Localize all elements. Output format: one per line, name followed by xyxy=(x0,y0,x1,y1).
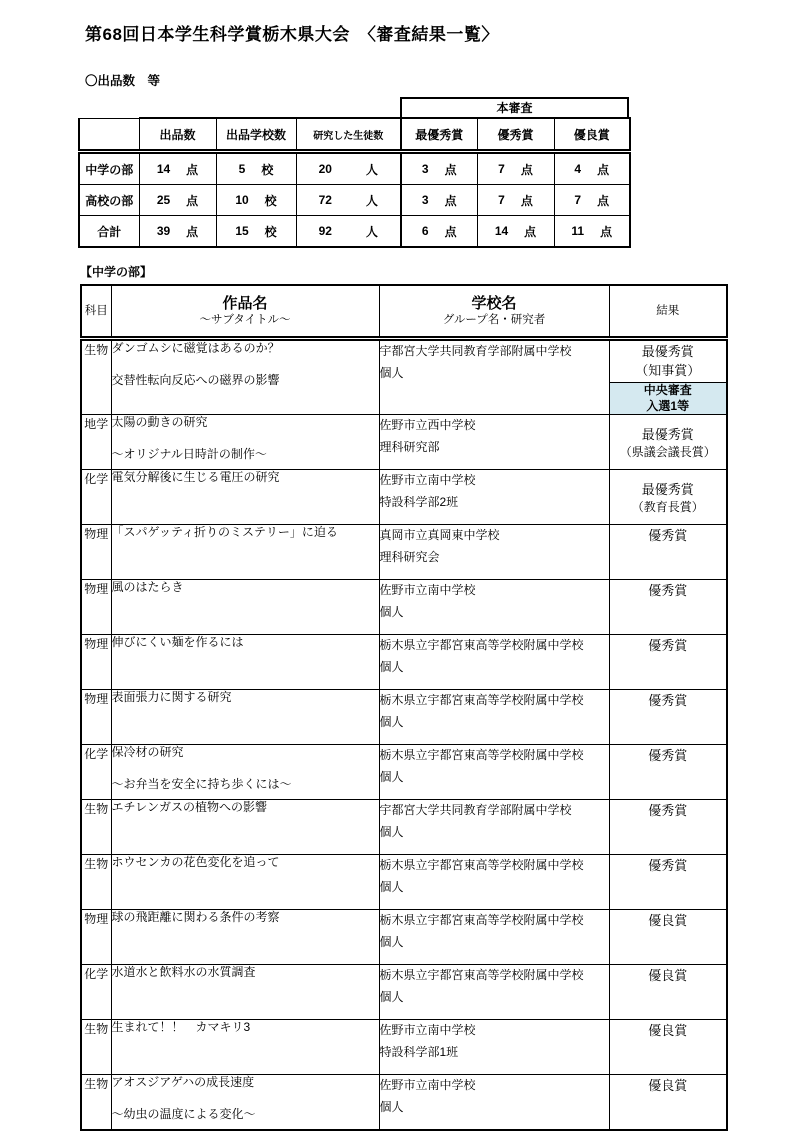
award-name: 最優秀賞 xyxy=(641,482,694,498)
work-cell xyxy=(111,525,379,580)
summary-number: 3 xyxy=(421,193,429,207)
section-label-junior-high: 【中学の部】 xyxy=(80,265,153,279)
summary-number: 7 xyxy=(498,162,505,176)
award-name: 優良賞 xyxy=(648,1078,688,1094)
work-title: ホウセンカの花色変化を追って xyxy=(111,855,280,870)
header-school-subtitle: グループ名・研究者 xyxy=(442,313,546,326)
summary-value-cell xyxy=(401,216,477,248)
summary-number: 15 xyxy=(235,224,249,238)
header-work xyxy=(111,285,379,339)
school-cell xyxy=(379,690,609,745)
school-cell xyxy=(379,470,609,525)
school-name: 栃木県立宇都宮東高等学校附属中学校 xyxy=(379,748,584,763)
summary-number: 7 xyxy=(498,193,505,207)
school-name: 佐野市立南中学校 xyxy=(379,1078,476,1093)
summary-number: 25 xyxy=(156,193,171,207)
result-cell xyxy=(609,690,727,745)
work-cell xyxy=(111,415,379,470)
result-row xyxy=(81,415,727,470)
school-group: 個人 xyxy=(379,769,404,784)
summary-unit: 点 xyxy=(520,162,533,177)
work-cell xyxy=(111,1075,379,1130)
work-cell xyxy=(111,470,379,525)
award-name: 優秀賞 xyxy=(648,693,688,709)
summary-number: 39 xyxy=(156,224,171,238)
summary-unit: 校 xyxy=(264,193,277,208)
summary-value-cell xyxy=(139,185,216,216)
school-cell xyxy=(379,965,609,1020)
summary-value-cell xyxy=(477,216,554,248)
summary-row xyxy=(79,185,630,216)
school-name: 佐野市立南中学校 xyxy=(379,473,476,488)
summary-value xyxy=(402,192,477,209)
central-review-line: 入選1等 xyxy=(646,398,690,413)
summary-number: 20 xyxy=(318,162,332,176)
summary-col-header: 優良賞 xyxy=(554,118,630,152)
result-cell xyxy=(609,1075,727,1130)
school-group: 個人 xyxy=(379,714,404,729)
school-cell xyxy=(379,525,609,580)
summary-value xyxy=(140,161,216,178)
summary-value-cell xyxy=(296,185,401,216)
summary-number: 11 xyxy=(571,224,585,238)
result-cell xyxy=(609,1020,727,1075)
summary-unit: 校 xyxy=(264,224,277,239)
school-cell xyxy=(379,855,609,910)
summary-value xyxy=(478,161,554,178)
summary-unit: 校 xyxy=(261,162,274,177)
summary-value-cell xyxy=(554,152,630,185)
subject-cell: 物理 xyxy=(81,690,111,745)
summary-row-label: 中学の部 xyxy=(79,152,139,185)
work-title: アオスジアゲハの成長速度 xyxy=(111,1075,255,1090)
school-group: 個人 xyxy=(379,934,404,949)
result-cell xyxy=(609,525,727,580)
summary-unit: 点 xyxy=(597,162,610,177)
award-note: （教育長賞） xyxy=(631,500,704,515)
summary-value-cell xyxy=(477,152,554,185)
school-name: 佐野市立南中学校 xyxy=(379,583,476,598)
award-name: 優秀賞 xyxy=(648,858,688,874)
work-subtitle: ～オリジナル日時計の制作～ xyxy=(111,446,267,461)
summary-value xyxy=(402,223,477,240)
work-title: 太陽の動きの研究 xyxy=(111,415,208,430)
school-group: 個人 xyxy=(379,659,404,674)
summary-col-header: 出品数 xyxy=(139,118,216,152)
school-cell xyxy=(379,1020,609,1075)
result-row xyxy=(81,1075,727,1130)
header-result xyxy=(609,285,727,339)
header-work-title: 作品名 xyxy=(222,294,268,312)
result-row xyxy=(81,1020,727,1075)
result-row xyxy=(81,855,727,910)
award-note: （知事賞） xyxy=(635,362,701,378)
header-subject-label: 科目 xyxy=(84,304,108,317)
summary-unit: 人 xyxy=(365,193,378,208)
school-name: 宇都宮大学共同教育学部附属中学校 xyxy=(379,803,572,818)
summary-value-cell xyxy=(296,152,401,185)
award-name: 優良賞 xyxy=(648,968,688,984)
award-name: 優秀賞 xyxy=(648,638,688,654)
subject-cell: 物理 xyxy=(81,580,111,635)
summary-value-cell xyxy=(554,216,630,248)
result-cell xyxy=(609,855,727,910)
work-title: 伸びにくい麺を作るには xyxy=(111,635,244,650)
summary-value xyxy=(297,223,401,240)
award-with-note xyxy=(610,470,727,518)
school-group: 特設科学部2班 xyxy=(379,494,459,509)
summary-table xyxy=(78,117,631,248)
school-name: 栃木県立宇都宮東高等学校附属中学校 xyxy=(379,968,584,983)
school-cell xyxy=(379,800,609,855)
school-group: 特設科学部1班 xyxy=(379,1044,459,1059)
work-cell xyxy=(111,690,379,745)
school-name: 佐野市立西中学校 xyxy=(379,418,476,433)
summary-header-row xyxy=(79,118,630,152)
summary-value xyxy=(140,223,216,240)
summary-value-cell xyxy=(139,216,216,248)
work-title: エチレンガスの植物への影響 xyxy=(111,800,267,815)
summary-row-label: 合計 xyxy=(79,216,139,248)
summary-unit: 点 xyxy=(186,224,199,239)
award-name: 優秀賞 xyxy=(648,528,688,544)
school-group: 個人 xyxy=(379,824,404,839)
subject-cell: 生物 xyxy=(81,1020,111,1075)
result-cell xyxy=(609,339,727,415)
subject-cell: 物理 xyxy=(81,635,111,690)
results-table-body xyxy=(81,339,727,1130)
result-row xyxy=(81,525,727,580)
award-with-note xyxy=(610,415,727,463)
summary-col-header: 最優秀賞 xyxy=(401,118,477,152)
subject-cell: 物理 xyxy=(81,525,111,580)
school-group: 個人 xyxy=(379,879,404,894)
main-review-header: 本審査 xyxy=(400,97,629,117)
summary-unit: 点 xyxy=(597,193,610,208)
summary-value xyxy=(217,223,296,240)
result-row xyxy=(81,339,727,415)
award-name: 優良賞 xyxy=(648,913,688,929)
work-title: 球の飛距離に関わる条件の考察 xyxy=(111,910,280,925)
summary-value-cell xyxy=(477,185,554,216)
result-row xyxy=(81,690,727,745)
work-title: 生まれて！！ カマキリ3 xyxy=(111,1020,251,1035)
school-name: 真岡市立真岡東中学校 xyxy=(379,528,500,543)
work-cell xyxy=(111,339,379,415)
award-name: 優秀賞 xyxy=(648,748,688,764)
school-name: 栃木県立宇都宮東高等学校附属中学校 xyxy=(379,913,584,928)
summary-unit: 点 xyxy=(186,193,199,208)
summary-value xyxy=(402,161,477,178)
summary-value xyxy=(478,192,554,209)
summary-row xyxy=(79,216,630,248)
result-cell xyxy=(609,470,727,525)
work-title: ダンゴムシに磁覚はあるのか？ xyxy=(111,341,280,355)
summary-unit: 点 xyxy=(186,162,199,177)
summary-unit: 点 xyxy=(600,224,613,239)
school-name: 栃木県立宇都宮東高等学校附属中学校 xyxy=(379,693,584,708)
school-name: 栃木県立宇都宮東高等学校附属中学校 xyxy=(379,638,584,653)
summary-number: 7 xyxy=(574,193,582,207)
central-review-badge xyxy=(610,383,727,414)
award-name: 最優秀賞 xyxy=(641,427,694,443)
entries-count-label: 〇出品数 等 xyxy=(85,74,161,88)
summary-number: 6 xyxy=(421,224,429,238)
subject-cell: 化学 xyxy=(81,965,111,1020)
summary-value xyxy=(217,192,296,209)
work-subtitle: ～幼虫の温度による変化～ xyxy=(111,1106,256,1121)
results-table xyxy=(80,284,728,1131)
result-row xyxy=(81,965,727,1020)
result-cell xyxy=(609,800,727,855)
summary-value xyxy=(555,223,630,240)
summary-unit: 点 xyxy=(524,224,537,239)
school-cell xyxy=(379,1075,609,1130)
result-row xyxy=(81,910,727,965)
header-result-label: 結果 xyxy=(656,304,680,317)
school-cell xyxy=(379,635,609,690)
school-name: 佐野市立南中学校 xyxy=(379,1023,476,1038)
work-title: 「スパゲッティ折りのミステリー」に迫る xyxy=(111,525,338,540)
school-cell xyxy=(379,339,609,415)
result-row xyxy=(81,580,727,635)
results-header-row xyxy=(81,285,727,339)
summary-unit: 点 xyxy=(444,224,457,239)
school-cell xyxy=(379,745,609,800)
work-cell xyxy=(111,745,379,800)
school-cell xyxy=(379,415,609,470)
work-title: 表面張力に関する研究 xyxy=(111,690,232,705)
summary-number: 3 xyxy=(421,162,429,176)
summary-value-cell xyxy=(216,185,296,216)
award-name: 最優秀賞 xyxy=(641,344,694,360)
summary-value xyxy=(478,223,554,240)
award-with-note xyxy=(610,341,727,383)
work-cell xyxy=(111,965,379,1020)
summary-value xyxy=(297,192,401,209)
school-name: 宇都宮大学共同教育学部附属中学校 xyxy=(379,344,572,358)
summary-number: 92 xyxy=(318,224,332,238)
school-group: 理科研究部 xyxy=(379,439,440,454)
page-title: 第68回日本学生科学賞栃木県大会 〈審査結果一覧〉 xyxy=(85,25,499,44)
subject-cell: 化学 xyxy=(81,745,111,800)
summary-row xyxy=(79,152,630,185)
school-cell xyxy=(379,580,609,635)
summary-value-cell xyxy=(216,216,296,248)
subject-cell: 地学 xyxy=(81,415,111,470)
summary-number: 10 xyxy=(235,193,249,207)
work-title: 保冷材の研究 xyxy=(111,745,184,760)
summary-value-cell xyxy=(401,185,477,216)
summary-value xyxy=(297,161,401,178)
result-cell xyxy=(609,415,727,470)
subject-cell: 物理 xyxy=(81,910,111,965)
summary-value-cell xyxy=(139,152,216,185)
award-name: 優良賞 xyxy=(648,1023,688,1039)
summary-unit: 人 xyxy=(365,224,378,239)
result-cell xyxy=(609,965,727,1020)
work-subtitle: ～お弁当を安全に持ち歩くには～ xyxy=(111,776,292,791)
school-cell xyxy=(379,910,609,965)
header-school xyxy=(379,285,609,339)
summary-number: 5 xyxy=(238,162,246,176)
subject-cell: 生物 xyxy=(81,339,111,415)
result-split xyxy=(610,341,727,414)
work-cell xyxy=(111,580,379,635)
summary-value-cell xyxy=(554,185,630,216)
school-group: 個人 xyxy=(379,989,404,1004)
summary-col-header xyxy=(79,118,139,152)
school-group: 個人 xyxy=(379,365,404,380)
work-subtitle: 交替性転向反応への磁界の影響 xyxy=(111,372,280,387)
school-group: 個人 xyxy=(379,1099,404,1114)
result-row xyxy=(81,470,727,525)
summary-col-header: 出品学校数 xyxy=(216,118,296,152)
work-cell xyxy=(111,910,379,965)
result-cell xyxy=(609,745,727,800)
subject-cell: 生物 xyxy=(81,800,111,855)
result-row xyxy=(81,635,727,690)
summary-value-cell xyxy=(401,152,477,185)
school-group: 個人 xyxy=(379,604,404,619)
summary-number: 14 xyxy=(494,224,509,238)
summary-value-cell xyxy=(296,216,401,248)
summary-table-body xyxy=(79,152,630,248)
summary-number: 14 xyxy=(156,162,171,176)
header-school-title: 学校名 xyxy=(471,294,517,312)
central-review-line: 中央審査 xyxy=(643,383,692,397)
summary-col-header: 研究した生徒数 xyxy=(296,118,401,152)
summary-unit: 人 xyxy=(365,162,378,177)
summary-unit: 点 xyxy=(444,193,457,208)
subject-cell: 生物 xyxy=(81,1075,111,1130)
summary-number: 4 xyxy=(574,162,582,176)
summary-value xyxy=(555,161,630,178)
work-cell xyxy=(111,855,379,910)
work-cell xyxy=(111,800,379,855)
result-cell xyxy=(609,635,727,690)
award-name: 優秀賞 xyxy=(648,583,688,599)
subject-cell: 化学 xyxy=(81,470,111,525)
summary-row-label: 高校の部 xyxy=(79,185,139,216)
result-cell xyxy=(609,580,727,635)
header-subject xyxy=(81,285,111,339)
summary-unit: 点 xyxy=(444,162,457,177)
school-name: 栃木県立宇都宮東高等学校附属中学校 xyxy=(379,858,584,873)
summary-number: 72 xyxy=(318,193,332,207)
subject-cell: 生物 xyxy=(81,855,111,910)
result-row xyxy=(81,745,727,800)
work-title: 電気分解後に生じる電圧の研究 xyxy=(111,470,280,485)
summary-unit: 点 xyxy=(520,193,533,208)
summary-value xyxy=(217,161,296,178)
summary-col-header: 優秀賞 xyxy=(477,118,554,152)
summary-value xyxy=(140,192,216,209)
work-cell xyxy=(111,1020,379,1075)
header-work-subtitle: ～サブタイトル～ xyxy=(199,313,291,326)
work-cell xyxy=(111,635,379,690)
summary-value-cell xyxy=(216,152,296,185)
summary-value xyxy=(555,192,630,209)
award-name: 優秀賞 xyxy=(648,803,688,819)
award-note: （県議会議長賞） xyxy=(619,445,716,460)
work-title: 風のはたらき xyxy=(111,580,184,595)
result-row xyxy=(81,800,727,855)
result-cell xyxy=(609,910,727,965)
school-group: 理科研究会 xyxy=(379,549,440,564)
work-title: 水道水と飲料水の水質調査 xyxy=(111,965,256,980)
